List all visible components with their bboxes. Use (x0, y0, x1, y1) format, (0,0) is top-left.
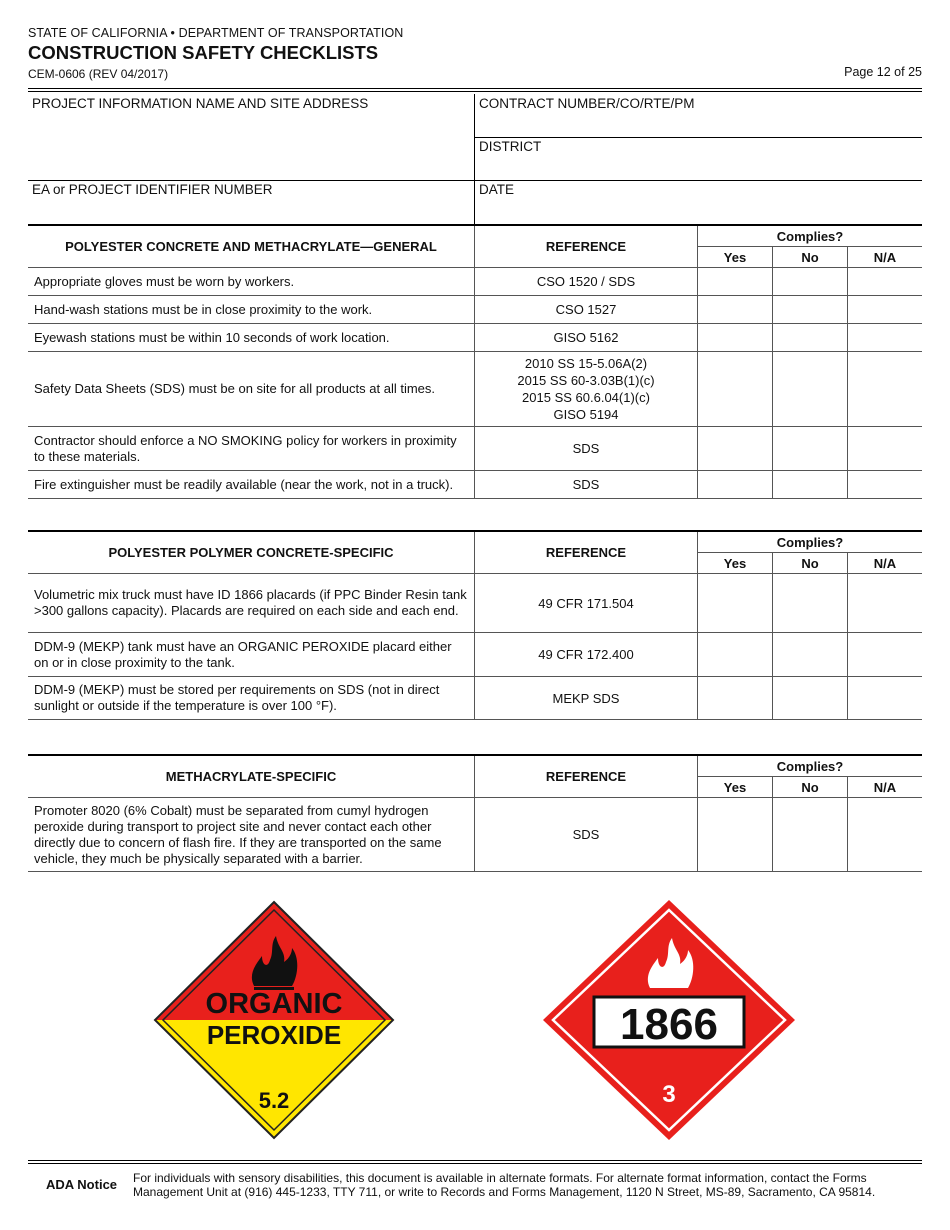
requirement-text: DDM-9 (MEKP) tank must have an ORGANIC PEROXIDE placard either on or in close proximity to the tank. (28, 633, 475, 677)
na-checkbox[interactable] (848, 574, 923, 633)
no-checkbox[interactable] (773, 633, 848, 677)
reference-line: CSO 1527 (555, 302, 617, 317)
no-checkbox[interactable] (773, 798, 848, 872)
no-checkbox[interactable] (773, 471, 848, 499)
divider (474, 137, 922, 138)
na-checkbox[interactable] (848, 677, 923, 720)
section-title: METHACRYLATE-SPECIFIC (28, 755, 475, 798)
reference-cell (475, 574, 698, 633)
yes-checkbox[interactable] (698, 296, 773, 324)
requirement-text: Promoter 8020 (6% Cobalt) must be separated from cumyl hydrogen peroxide during transport to project site and never contact each other directly due to concern of flash fire. If they are transported on the same vehicle, they much be physically separated with a barrier. (28, 798, 475, 872)
reference-line: SDS (572, 477, 600, 492)
table-row (28, 471, 922, 499)
na-checkbox[interactable] (848, 352, 923, 427)
requirement-text: Fire extinguisher must be readily available (near the work, not in a truck). (28, 471, 475, 499)
no-checkbox[interactable] (773, 574, 848, 633)
checklist-general (28, 224, 922, 499)
na-header: N/A (848, 777, 923, 798)
un-number-text: 1866 (620, 1000, 718, 1049)
reference-line: 2015 SS 60-3.03B(1)(c) (517, 373, 655, 388)
reference-cell (475, 471, 698, 499)
yes-checkbox[interactable] (698, 798, 773, 872)
requirement-text: Eyewash stations must be within 10 seconds of work location. (28, 324, 475, 352)
agency-line: STATE OF CALIFORNIA • DEPARTMENT OF TRANSPORTATION (28, 26, 404, 40)
yes-checkbox[interactable] (698, 324, 773, 352)
table-row (28, 574, 922, 633)
hazard-placards (0, 896, 950, 1141)
yes-checkbox[interactable] (698, 633, 773, 677)
reference-cell (475, 324, 698, 352)
form-number: CEM-0606 (REV 04/2017) (28, 67, 169, 81)
requirement-text: Appropriate gloves must be worn by workers. (28, 268, 475, 296)
reference-line: SDS (572, 441, 600, 456)
table-row (28, 352, 922, 427)
organic-peroxide-placard (150, 896, 400, 1141)
district-field[interactable]: DISTRICT (479, 139, 542, 154)
reference-line: 2015 SS 60.6.04(1)(c) (522, 390, 650, 405)
na-checkbox[interactable] (848, 268, 923, 296)
requirement-text: Contractor should enforce a NO SMOKING policy for workers in proximity to these materials. (28, 427, 475, 471)
placard-class-text: 5.2 (258, 1088, 290, 1113)
reference-cell (475, 798, 698, 872)
table-row (28, 296, 922, 324)
ada-notice-text: For individuals with sensory disabilities, this document is available in alternate formats. For alternate format information, contact the Forms Management Unit at (916) 445-1233, TTY 711, or write to Records and Forms Management, 1120 N Street, MS-89, Sacramento, CA 95814. (133, 1171, 876, 1199)
requirement-text: DDM-9 (MEKP) must be stored per requirements on SDS (not in direct sunlight or outside if the temperature is over 100 °F). (28, 677, 475, 720)
reference-line: GISO 5162 (553, 330, 619, 345)
requirement-text: Hand-wash stations must be in close proximity to the work. (28, 296, 475, 324)
complies-header: Complies? (698, 755, 923, 777)
no-checkbox[interactable] (773, 324, 848, 352)
na-header: N/A (848, 553, 923, 574)
document-title: CONSTRUCTION SAFETY CHECKLISTS (28, 42, 379, 63)
reference-line: GISO 5194 (553, 407, 619, 422)
requirement-text: Safety Data Sheets (SDS) must be on site for all products at all times. (28, 352, 475, 427)
reference-cell (475, 427, 698, 471)
ea-identifier-field[interactable]: EA or PROJECT IDENTIFIER NUMBER (32, 182, 273, 197)
section-title: POLYESTER POLYMER CONCRETE-SPECIFIC (28, 531, 475, 574)
reference-line: MEKP SDS (552, 690, 620, 706)
reference-header: REFERENCE (475, 225, 698, 268)
yes-header: Yes (698, 553, 773, 574)
table-row (28, 633, 922, 677)
no-checkbox[interactable] (773, 352, 848, 427)
reference-line: CSO 1520 / SDS (536, 274, 636, 289)
reference-line: 49 CFR 172.400 (538, 647, 634, 662)
page-number: Page 12 of 25 (844, 65, 922, 79)
section-title: POLYESTER CONCRETE AND METHACRYLATE—GENERAL (28, 225, 475, 268)
no-header: No (773, 777, 848, 798)
no-checkbox[interactable] (773, 427, 848, 471)
yes-header: Yes (698, 247, 773, 268)
yes-checkbox[interactable] (698, 471, 773, 499)
yes-checkbox[interactable] (698, 677, 773, 720)
na-checkbox[interactable] (848, 427, 923, 471)
checklist-methacrylate (28, 754, 922, 872)
footer-rule (28, 1160, 922, 1164)
reference-line: SDS (572, 827, 600, 842)
header-rule (28, 88, 922, 92)
table-row (28, 798, 922, 872)
contract-number-field[interactable]: CONTRACT NUMBER/CO/RTE/PM (479, 96, 695, 111)
project-name-address-field[interactable]: PROJECT INFORMATION NAME AND SITE ADDRESS (32, 96, 369, 111)
placard-class-text: 3 (662, 1081, 676, 1108)
table-row (28, 427, 922, 471)
na-header: N/A (848, 247, 923, 268)
na-checkbox[interactable] (848, 798, 923, 872)
na-checkbox[interactable] (848, 633, 923, 677)
complies-header: Complies? (698, 225, 923, 247)
yes-header: Yes (698, 777, 773, 798)
no-checkbox[interactable] (773, 268, 848, 296)
form-header (28, 26, 922, 81)
na-checkbox[interactable] (848, 471, 923, 499)
divider (474, 180, 922, 181)
requirement-text: Volumetric mix truck must have ID 1866 placards (if PPC Binder Resin tank >300 gallons capacity). Placards are required on each side and each end. (28, 574, 475, 633)
placard-line2-text: PEROXIDE (206, 1020, 342, 1050)
na-checkbox[interactable] (848, 324, 923, 352)
reference-cell (475, 633, 698, 677)
no-header: No (773, 247, 848, 268)
no-checkbox[interactable] (773, 296, 848, 324)
no-header: No (773, 553, 848, 574)
reference-header: REFERENCE (475, 531, 698, 574)
project-info-block (28, 94, 922, 225)
table-row (28, 677, 922, 720)
checklist-polyester-polymer (28, 530, 922, 720)
reference-header: REFERENCE (475, 755, 698, 798)
yes-checkbox[interactable] (698, 574, 773, 633)
divider (28, 180, 474, 181)
table-row (28, 324, 922, 352)
reference-line: 2010 SS 15-5.06A(2) (524, 356, 648, 371)
no-checkbox[interactable] (773, 677, 848, 720)
yes-checkbox[interactable] (698, 427, 773, 471)
divider (474, 94, 475, 224)
complies-header: Complies? (698, 531, 923, 553)
reference-cell (475, 352, 698, 427)
reference-cell (475, 296, 698, 324)
reference-cell (475, 268, 698, 296)
yes-checkbox[interactable] (698, 352, 773, 427)
reference-line: 49 CFR 171.504 (538, 595, 634, 611)
date-field[interactable]: DATE (479, 182, 515, 197)
table-row (28, 268, 922, 296)
yes-checkbox[interactable] (698, 268, 773, 296)
na-checkbox[interactable] (848, 296, 923, 324)
un1866-placard (543, 900, 795, 1140)
ada-notice-label: ADA Notice (46, 1177, 118, 1192)
placard-line1-text: ORGANIC (205, 988, 343, 1020)
reference-cell (475, 677, 698, 720)
